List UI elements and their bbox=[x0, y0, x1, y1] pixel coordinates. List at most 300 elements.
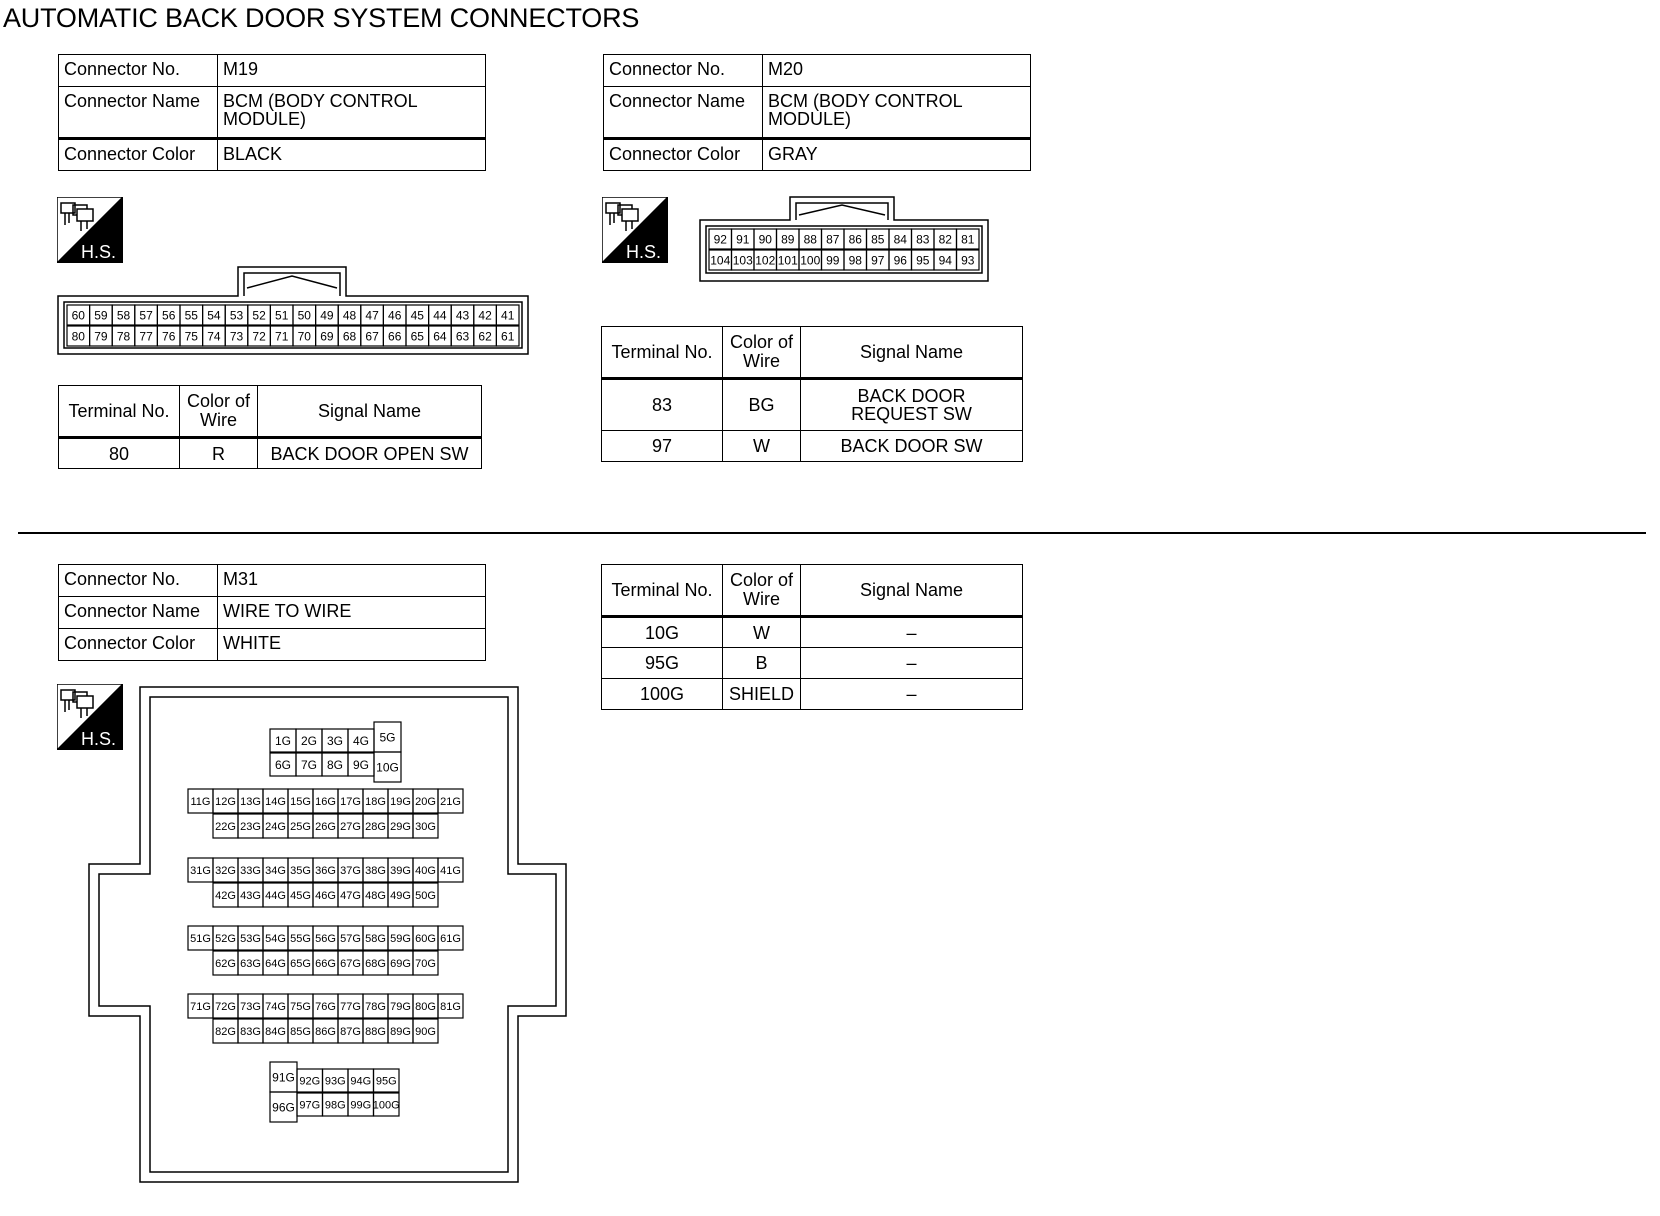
terminal-label: 73G bbox=[240, 1000, 261, 1013]
terminal-label: 42G bbox=[215, 889, 236, 902]
terminal-label: 39G bbox=[390, 864, 411, 877]
terminal-label: 53 bbox=[229, 308, 244, 323]
terminal-cell-42 bbox=[474, 305, 497, 325]
m19-connector-no: M19 bbox=[218, 55, 486, 87]
m31-terminal: 10G bbox=[602, 617, 723, 648]
terminal-cell-54G bbox=[263, 926, 288, 950]
terminal-cell-68G bbox=[363, 951, 388, 975]
terminal-label: 7G bbox=[300, 757, 318, 772]
terminal-label: 82G bbox=[215, 1025, 236, 1038]
terminal-label: 69 bbox=[320, 329, 334, 344]
terminal-cell-17G bbox=[338, 789, 363, 813]
terminal-cell-24G bbox=[263, 814, 288, 838]
terminal-label: 75G bbox=[290, 1000, 311, 1013]
terminal-cell-20G bbox=[413, 789, 438, 813]
terminal-label: 36G bbox=[315, 864, 336, 877]
terminal-label: 92G bbox=[299, 1075, 321, 1088]
terminal-label: 38G bbox=[365, 864, 386, 877]
terminal-cell-54 bbox=[203, 305, 226, 325]
terminal-label: 104 bbox=[710, 253, 731, 268]
terminal-cell-78G bbox=[363, 994, 388, 1018]
terminal-cell-90 bbox=[754, 229, 777, 249]
terminal-cell-85 bbox=[867, 229, 890, 249]
terminal-cell-59G bbox=[388, 926, 413, 950]
terminal-cell-69 bbox=[316, 326, 339, 346]
terminal-cell-64G bbox=[263, 951, 288, 975]
terminal-cell-71G bbox=[188, 994, 213, 1018]
m31-signal-name-header: Signal Name bbox=[801, 565, 1023, 617]
terminal-cell-101 bbox=[777, 250, 800, 270]
terminal-cell-46G bbox=[313, 883, 338, 907]
m31-signal: – bbox=[801, 617, 1023, 648]
terminal-cell-100G bbox=[373, 1093, 400, 1116]
terminal-label: 74G bbox=[265, 1000, 286, 1013]
terminal-cell-63G bbox=[238, 951, 263, 975]
terminal-label: 93G bbox=[324, 1075, 346, 1088]
terminal-cell-6G bbox=[270, 753, 296, 776]
terminal-cell-90G bbox=[413, 1019, 438, 1043]
terminal-cell-16G bbox=[313, 789, 338, 813]
terminal-cell-69G bbox=[388, 951, 413, 975]
terminal-cell-86G bbox=[313, 1019, 338, 1043]
terminal-cell-38G bbox=[363, 858, 388, 882]
terminal-label: 47 bbox=[365, 308, 379, 323]
terminal-label: 66G bbox=[315, 957, 336, 970]
terminal-label: 60G bbox=[415, 932, 436, 945]
terminal-label: 62G bbox=[215, 957, 236, 970]
terminal-label: 51G bbox=[190, 932, 211, 945]
page-title: AUTOMATIC BACK DOOR SYSTEM CONNECTORS bbox=[3, 3, 640, 33]
terminal-label: 67 bbox=[365, 329, 379, 344]
terminal-cell-76G bbox=[313, 994, 338, 1018]
terminal-cell-37G bbox=[338, 858, 363, 882]
m31-connector-name: WIRE TO WIRE bbox=[218, 597, 486, 629]
terminal-label: 33G bbox=[240, 864, 261, 877]
m20-wire-color: BG bbox=[723, 379, 801, 431]
terminal-cell-74 bbox=[203, 326, 226, 346]
terminal-label: 91G bbox=[272, 1070, 295, 1085]
terminal-label: 59G bbox=[390, 932, 411, 945]
terminal-cell-48 bbox=[338, 305, 361, 325]
m20-connector-color-label: Connector Color bbox=[604, 139, 763, 171]
terminal-label: 76 bbox=[162, 329, 176, 344]
m31-terminal: 95G bbox=[602, 648, 723, 679]
terminal-cell-86 bbox=[844, 229, 867, 249]
terminal-label: 43 bbox=[455, 308, 470, 323]
terminal-label: 100 bbox=[800, 253, 821, 268]
terminal-label: 85 bbox=[871, 232, 885, 247]
terminal-cell-11G bbox=[188, 789, 213, 813]
terminal-cell-89 bbox=[777, 229, 800, 249]
terminal-cell-60 bbox=[67, 305, 90, 325]
terminal-label: 90G bbox=[415, 1025, 436, 1038]
terminal-label: 77 bbox=[139, 329, 153, 344]
terminal-label: 48G bbox=[365, 889, 386, 902]
terminal-cell-22G bbox=[213, 814, 238, 838]
terminal-cell-104 bbox=[709, 250, 732, 270]
terminal-label: 31G bbox=[190, 864, 211, 877]
terminal-cell-14G bbox=[263, 789, 288, 813]
m19-connector-name-label: Connector Name bbox=[59, 87, 218, 139]
terminal-label: 56G bbox=[315, 932, 336, 945]
terminal-cell-77G bbox=[338, 994, 363, 1018]
terminal-label: 46 bbox=[388, 308, 402, 323]
terminal-cell-57G bbox=[338, 926, 363, 950]
m20-terminal-table bbox=[601, 326, 1023, 462]
terminal-label: 15G bbox=[290, 795, 311, 808]
terminal-cell-52G bbox=[213, 926, 238, 950]
terminal-label: 58 bbox=[116, 308, 131, 323]
terminal-cell-10G bbox=[374, 752, 401, 782]
terminal-label: 96G bbox=[272, 1100, 295, 1115]
terminal-cell-97G bbox=[297, 1093, 323, 1116]
terminal-label: 6G bbox=[274, 757, 292, 772]
terminal-cell-65 bbox=[406, 326, 429, 346]
terminal-label: 80 bbox=[71, 329, 85, 344]
terminal-label: 80G bbox=[415, 1000, 436, 1013]
m19-wire-color: R bbox=[180, 438, 258, 469]
terminal-label: 84G bbox=[265, 1025, 286, 1038]
terminal-label: 82 bbox=[938, 232, 952, 247]
terminal-cell-74G bbox=[263, 994, 288, 1018]
terminal-label: 94 bbox=[938, 253, 952, 268]
m31-signal: – bbox=[801, 648, 1023, 679]
terminal-cell-98G bbox=[323, 1093, 349, 1116]
m31-connector-color-label: Connector Color bbox=[59, 629, 218, 661]
m31-connector-color: WHITE bbox=[218, 629, 486, 661]
terminal-cell-55 bbox=[180, 305, 203, 325]
terminal-cell-2G bbox=[296, 729, 322, 752]
terminal-label: 3G bbox=[326, 733, 344, 748]
terminal-cell-97 bbox=[867, 250, 890, 270]
terminal-cell-83 bbox=[912, 229, 935, 249]
terminal-label: 2G bbox=[300, 733, 318, 748]
m20-signal: BACK DOOR REQUEST SW bbox=[801, 379, 1023, 431]
terminal-label: 67G bbox=[340, 957, 361, 970]
m19-connector-color: BLACK bbox=[218, 139, 486, 171]
table-row bbox=[602, 379, 1023, 431]
m31-wire-color-header: Color of Wire bbox=[723, 565, 801, 617]
m19-connector-face bbox=[57, 266, 529, 356]
terminal-cell-58G bbox=[363, 926, 388, 950]
svg-text:H.S.: H.S. bbox=[81, 242, 117, 262]
terminal-label: 59 bbox=[94, 308, 108, 323]
table-row bbox=[602, 648, 1023, 679]
terminal-cell-82 bbox=[934, 229, 957, 249]
m20-connector-face bbox=[699, 196, 989, 282]
terminal-cell-36G bbox=[313, 858, 338, 882]
terminal-label: 86 bbox=[848, 232, 862, 247]
terminal-cell-63 bbox=[451, 326, 474, 346]
terminal-cell-27G bbox=[338, 814, 363, 838]
m19-connector-color-label: Connector Color bbox=[59, 139, 218, 171]
terminal-label: 87G bbox=[340, 1025, 361, 1038]
terminal-cell-42G bbox=[213, 883, 238, 907]
terminal-cell-92 bbox=[709, 229, 732, 249]
terminal-label: 79 bbox=[94, 329, 108, 344]
terminal-cell-103 bbox=[732, 250, 755, 270]
terminal-label: 44 bbox=[433, 308, 447, 323]
terminal-label: 8G bbox=[326, 757, 344, 772]
terminal-cell-62 bbox=[474, 326, 497, 346]
terminal-label: 62 bbox=[478, 329, 492, 344]
terminal-cell-47G bbox=[338, 883, 363, 907]
terminal-label: 81G bbox=[440, 1000, 461, 1013]
terminal-cell-79G bbox=[388, 994, 413, 1018]
terminal-label: 46G bbox=[315, 889, 336, 902]
terminal-label: 83 bbox=[916, 232, 930, 247]
terminal-cell-18G bbox=[363, 789, 388, 813]
terminal-label: 64G bbox=[265, 957, 286, 970]
terminal-cell-56 bbox=[157, 305, 180, 325]
terminal-label: 98G bbox=[324, 1099, 346, 1112]
table-row bbox=[602, 679, 1023, 710]
terminal-label: 34G bbox=[265, 864, 286, 877]
terminal-cell-31G bbox=[188, 858, 213, 882]
terminal-cell-72G bbox=[213, 994, 238, 1018]
terminal-label: 16G bbox=[315, 795, 336, 808]
terminal-label: 60 bbox=[71, 308, 85, 323]
terminal-label: 55 bbox=[184, 308, 198, 323]
m31-connector-no: M31 bbox=[218, 565, 486, 597]
terminal-label: 57G bbox=[340, 932, 361, 945]
terminal-cell-55G bbox=[288, 926, 313, 950]
terminal-label: 30G bbox=[415, 820, 436, 833]
terminal-label: 89G bbox=[390, 1025, 411, 1038]
terminal-cell-44G bbox=[263, 883, 288, 907]
terminal-label: 49 bbox=[320, 308, 334, 323]
terminal-cell-58 bbox=[112, 305, 135, 325]
m20-signal: BACK DOOR SW bbox=[801, 431, 1023, 462]
terminal-cell-40G bbox=[413, 858, 438, 882]
terminal-cell-61G bbox=[438, 926, 463, 950]
terminal-cell-50 bbox=[293, 305, 316, 325]
terminal-label: 78 bbox=[116, 329, 131, 344]
m31-connector-no-label: Connector No. bbox=[59, 565, 218, 597]
terminal-cell-64 bbox=[429, 326, 452, 346]
terminal-cell-99G bbox=[348, 1093, 374, 1116]
terminal-cell-75 bbox=[180, 326, 203, 346]
terminal-cell-84 bbox=[889, 229, 912, 249]
terminal-cell-62G bbox=[213, 951, 238, 975]
terminal-cell-93G bbox=[323, 1069, 349, 1092]
terminal-label: 68G bbox=[365, 957, 386, 970]
terminal-label: 95G bbox=[375, 1075, 397, 1088]
terminal-label: 72G bbox=[215, 1000, 236, 1013]
terminal-cell-41G bbox=[438, 858, 463, 882]
terminal-label: 87 bbox=[826, 232, 840, 247]
terminal-label: 45G bbox=[290, 889, 311, 902]
m31-signal: – bbox=[801, 679, 1023, 710]
terminal-label: 43G bbox=[240, 889, 261, 902]
terminal-label: 76G bbox=[315, 1000, 336, 1013]
terminal-cell-81 bbox=[957, 229, 980, 249]
terminal-label: 14G bbox=[265, 795, 286, 808]
terminal-cell-53 bbox=[225, 305, 248, 325]
terminal-label: 103 bbox=[732, 253, 753, 268]
terminal-cell-51 bbox=[270, 305, 293, 325]
terminal-cell-65G bbox=[288, 951, 313, 975]
terminal-cell-8G bbox=[322, 753, 348, 776]
terminal-cell-102 bbox=[754, 250, 777, 270]
terminal-cell-84G bbox=[263, 1019, 288, 1043]
m20-connector-name: BCM (BODY CONTROL MODULE) bbox=[763, 87, 1031, 139]
m20-terminal-no-header: Terminal No. bbox=[602, 327, 723, 379]
terminal-cell-7G bbox=[296, 753, 322, 776]
m31-connector-face bbox=[88, 686, 568, 1186]
terminal-label: 65 bbox=[410, 329, 424, 344]
terminal-cell-46 bbox=[383, 305, 406, 325]
terminal-label: 94G bbox=[350, 1075, 372, 1088]
terminal-label: 17G bbox=[340, 795, 361, 808]
terminal-label: 75 bbox=[184, 329, 198, 344]
terminal-cell-52 bbox=[248, 305, 271, 325]
terminal-cell-33G bbox=[238, 858, 263, 882]
terminal-cell-51G bbox=[188, 926, 213, 950]
terminal-cell-45 bbox=[406, 305, 429, 325]
terminal-label: 64 bbox=[433, 329, 447, 344]
terminal-label: 97 bbox=[871, 253, 885, 268]
terminal-cell-83G bbox=[238, 1019, 263, 1043]
terminal-label: 40G bbox=[415, 864, 436, 877]
m31-terminal-table bbox=[601, 564, 1023, 710]
terminal-cell-15G bbox=[288, 789, 313, 813]
terminal-label: 24G bbox=[265, 820, 286, 833]
m20-connector-no-label: Connector No. bbox=[604, 55, 763, 87]
terminal-label: 77G bbox=[340, 1000, 361, 1013]
terminal-label: 13G bbox=[240, 795, 261, 808]
m19-wire-color-header: Color of Wire bbox=[180, 386, 258, 438]
terminal-label: 50 bbox=[297, 308, 311, 323]
terminal-cell-34G bbox=[263, 858, 288, 882]
terminal-cell-50G bbox=[413, 883, 438, 907]
terminal-cell-3G bbox=[322, 729, 348, 752]
terminal-cell-87 bbox=[822, 229, 845, 249]
table-row bbox=[59, 438, 482, 469]
terminal-cell-70 bbox=[293, 326, 316, 346]
terminal-label: 96 bbox=[893, 253, 907, 268]
terminal-label: 78G bbox=[365, 1000, 386, 1013]
terminal-cell-53G bbox=[238, 926, 263, 950]
terminal-cell-26G bbox=[313, 814, 338, 838]
terminal-label: 70 bbox=[297, 329, 311, 344]
terminal-label: 35G bbox=[290, 864, 311, 877]
terminal-cell-94G bbox=[348, 1069, 374, 1092]
terminal-label: 25G bbox=[290, 820, 311, 833]
terminal-label: 1G bbox=[274, 733, 292, 748]
terminal-label: 18G bbox=[365, 795, 386, 808]
terminal-cell-13G bbox=[238, 789, 263, 813]
terminal-cell-73 bbox=[225, 326, 248, 346]
terminal-label: 61G bbox=[440, 932, 461, 945]
terminal-label: 79G bbox=[390, 1000, 411, 1013]
terminal-label: 68 bbox=[342, 329, 357, 344]
terminal-cell-81G bbox=[438, 994, 463, 1018]
terminal-label: 42 bbox=[478, 308, 492, 323]
terminal-cell-70G bbox=[413, 951, 438, 975]
terminal-label: 85G bbox=[290, 1025, 311, 1038]
terminal-cell-21G bbox=[438, 789, 463, 813]
table-row bbox=[602, 617, 1023, 648]
terminal-label: 73 bbox=[229, 329, 244, 344]
terminal-label: 21G bbox=[440, 795, 461, 808]
terminal-label: 57 bbox=[139, 308, 153, 323]
terminal-cell-89G bbox=[388, 1019, 413, 1043]
terminal-cell-91G bbox=[270, 1062, 297, 1092]
terminal-label: 98 bbox=[848, 253, 862, 268]
m31-connector-info bbox=[58, 564, 486, 661]
terminal-cell-78 bbox=[112, 326, 135, 346]
terminal-cell-79 bbox=[90, 326, 113, 346]
terminal-label: 45 bbox=[410, 308, 424, 323]
terminal-cell-93 bbox=[957, 250, 980, 270]
terminal-label: 23G bbox=[240, 820, 261, 833]
terminal-cell-44 bbox=[429, 305, 452, 325]
terminal-label: 22G bbox=[215, 820, 236, 833]
terminal-label: 5G bbox=[379, 730, 396, 745]
m19-terminal-no-header: Terminal No. bbox=[59, 386, 180, 438]
m20-connector-no: M20 bbox=[763, 55, 1031, 87]
terminal-cell-5G bbox=[374, 722, 401, 752]
terminal-cell-98 bbox=[844, 250, 867, 270]
terminal-label: 49G bbox=[390, 889, 411, 902]
terminal-label: 29G bbox=[390, 820, 411, 833]
m20-wire-color: W bbox=[723, 431, 801, 462]
m19-terminal: 80 bbox=[59, 438, 180, 469]
m31-terminal-no-header: Terminal No. bbox=[602, 565, 723, 617]
m19-signal-name-header: Signal Name bbox=[258, 386, 482, 438]
terminal-label: 91 bbox=[736, 232, 750, 247]
terminal-label: 81 bbox=[961, 232, 975, 247]
terminal-label: 92 bbox=[713, 232, 727, 247]
terminal-label: 101 bbox=[777, 253, 798, 268]
terminal-label: 27G bbox=[340, 820, 361, 833]
terminal-label: 19G bbox=[390, 795, 411, 808]
m20-terminal: 97 bbox=[602, 431, 723, 462]
m20-wire-color-header: Color of Wire bbox=[723, 327, 801, 379]
m19-connector-no-label: Connector No. bbox=[59, 55, 218, 87]
m31-wire-color: W bbox=[723, 617, 801, 648]
terminal-cell-32G bbox=[213, 858, 238, 882]
harness-side-icon bbox=[602, 197, 668, 263]
terminal-cell-57 bbox=[135, 305, 158, 325]
terminal-cell-95G bbox=[374, 1069, 400, 1092]
terminal-label: 99G bbox=[350, 1099, 372, 1112]
terminal-cell-96G bbox=[270, 1092, 297, 1122]
m31-connector-name-label: Connector Name bbox=[59, 597, 218, 629]
terminal-cell-49 bbox=[316, 305, 339, 325]
terminal-cell-41 bbox=[496, 305, 519, 325]
terminal-cell-100 bbox=[799, 250, 822, 270]
terminal-label: 100G bbox=[372, 1099, 400, 1112]
terminal-cell-28G bbox=[363, 814, 388, 838]
terminal-cell-76 bbox=[157, 326, 180, 346]
m31-terminal: 100G bbox=[602, 679, 723, 710]
terminal-label: 20G bbox=[415, 795, 436, 808]
m31-wire-color: B bbox=[723, 648, 801, 679]
terminal-label: 4G bbox=[352, 733, 370, 748]
terminal-cell-49G bbox=[388, 883, 413, 907]
terminal-label: 41G bbox=[440, 864, 461, 877]
terminal-label: 99 bbox=[826, 253, 840, 268]
terminal-cell-85G bbox=[288, 1019, 313, 1043]
terminal-cell-72 bbox=[248, 326, 271, 346]
m19-connector-info bbox=[58, 54, 486, 171]
terminal-cell-88G bbox=[363, 1019, 388, 1043]
terminal-cell-96 bbox=[889, 250, 912, 270]
svg-text:H.S.: H.S. bbox=[81, 729, 117, 749]
m20-signal-name-header: Signal Name bbox=[801, 327, 1023, 379]
